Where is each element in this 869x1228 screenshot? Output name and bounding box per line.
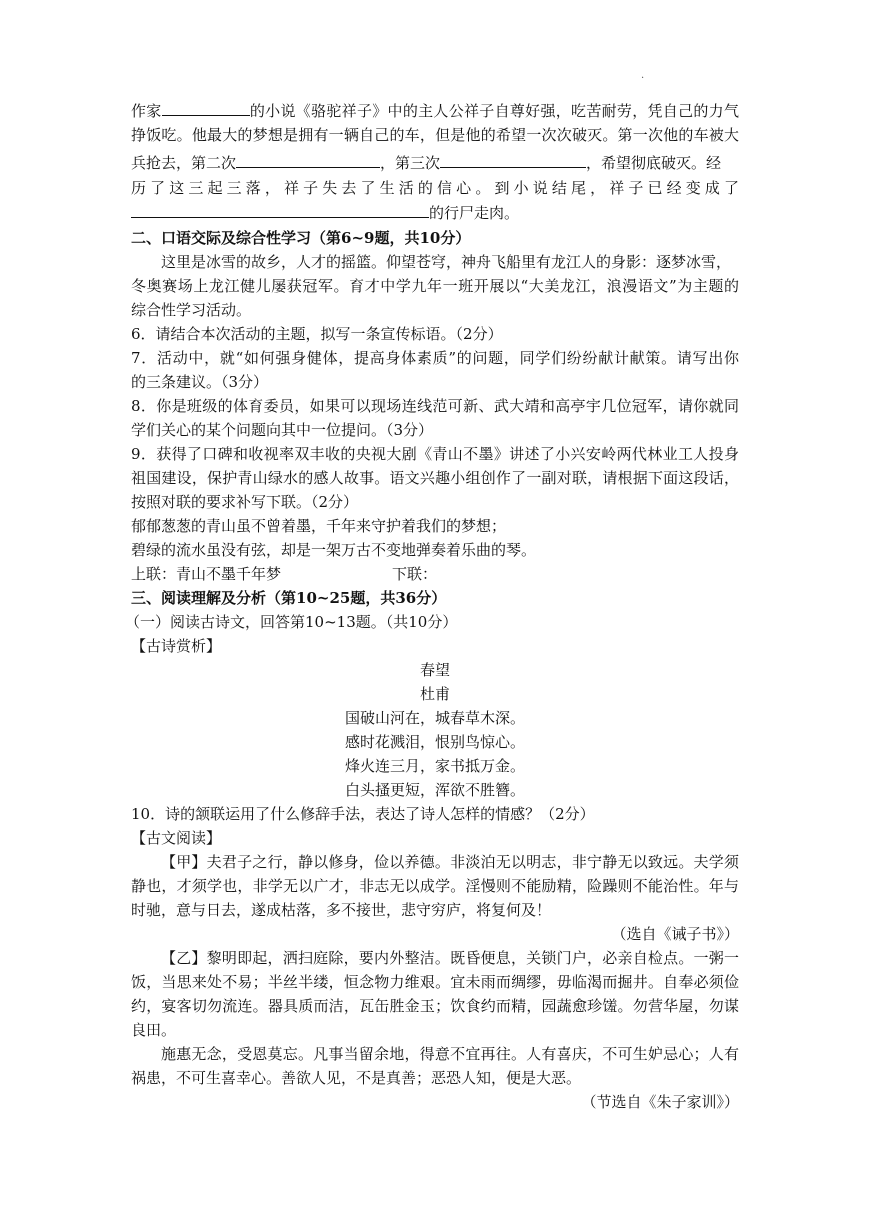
passage-jia: 【甲】夫君子之行，静以修身，俭以养德。非淡泊无以明志，非宁静无以致远。夫学须 — [161, 853, 739, 871]
intro-text: ，第三次 — [380, 154, 441, 172]
question-8: 学们关心的某个问题向其中一位提问。（3分） — [131, 421, 434, 439]
couplet-prompt: 郁郁葱葱的青山虽不曾着墨，千年来守护着我们的梦想； — [131, 517, 507, 535]
section-2-para: 综合性学习活动。 — [131, 301, 252, 319]
intro-line-3 — [131, 152, 739, 173]
couplet-upper: 上联：青山不墨千年梦 — [131, 565, 282, 583]
answer-blank[interactable] — [236, 153, 380, 168]
poem-line: 国破山河在，城春草木深。 — [344, 709, 525, 727]
passage-yi: 饭，当思来处不易；半丝半缕，恒念物力维艰。宜未雨而绸缪，毋临渴而掘井。自奉必须俭 — [131, 973, 739, 991]
answer-blank[interactable] — [162, 101, 250, 116]
section-3-title: 三、阅读理解及分析（第10~25题，共36分） — [131, 589, 447, 607]
passage-yi-source: （节选自《朱子家训》） — [581, 1093, 739, 1111]
poem-tag: 【古诗赏析】 — [131, 637, 222, 655]
poem-line: 感时花溅泪，恨别鸟惊心。 — [344, 733, 525, 751]
intro-line-2: 挣饭吃。他最大的梦想是拥有一辆自己的车，但是他的希望一次次破灭。第一次他的车被大 — [131, 126, 739, 144]
question-9: 祖国建设，保护青山绿水的感人故事。语文兴趣小组创作了一副对联，请根据下面这段话， — [131, 469, 739, 487]
section-2-para: 这里是冰雪的故乡，人才的摇篮。仰望苍穹，神舟飞船里有龙江人的身影：逐梦冰雪， — [161, 253, 732, 271]
intro-text: 的小说《骆驼祥子》中的主人公祥子自尊好强，吃苦耐劳，凭自己的力气 — [249, 102, 739, 120]
couplet-lower: 下联： — [392, 565, 438, 583]
section-2-para: 冬奥赛场上龙江健儿屡获冠军。育才中学九年一班开展以“大美龙江，浪漫语文”为主题的 — [131, 277, 739, 295]
poem-title: 春望 — [419, 661, 450, 679]
passage-jia: 静也，才须学也，非学无以广才，非志无以成学。淫慢则不能励精，险躁则不能治性。年与 — [131, 877, 739, 895]
intro-line-5 — [131, 202, 519, 223]
intro-text: 兵抢去，第二次 — [131, 154, 237, 172]
intro-line-4: 历了这三起三落，祥子失去了生活的信心。到小说结尾，祥子已经变成了 — [131, 179, 739, 197]
passage-yi: 约，宴客切勿流连。器具质而洁，瓦缶胜金玉；饮食约而精，园蔬愈珍馐。勿营华屋，勿谋 — [131, 997, 739, 1015]
answer-blank[interactable] — [440, 153, 586, 168]
passage-jia: 时驰，意与日去，遂成枯落，多不接世，悲守穷庐，将复何及！ — [131, 901, 552, 919]
poem-line: 烽火连三月，家书抵万金。 — [344, 757, 525, 775]
question-7: 的三条建议。（3分） — [131, 373, 269, 391]
question-9: 9．获得了口碑和收视率双丰收的央视大剧《青山不墨》讲述了小兴安岭两代林业工人投身 — [131, 445, 739, 463]
passage-yi: 【乙】黎明即起，洒扫庭除，要内外整洁。既昏便息，关锁门户，必亲自检点。一粥一 — [161, 949, 739, 967]
prose-tag: 【古文阅读】 — [131, 829, 222, 847]
passage-yi: 祸患，不可生喜幸心。善欲人见，不是真善；恶恐人知，便是大恶。 — [131, 1069, 582, 1087]
question-9: 按照对联的要求补写下联。（2分） — [131, 493, 359, 511]
intro-text: 的行尸走肉。 — [429, 204, 520, 222]
section-2-title: 二、口语交际及综合性学习（第6~9题，共10分） — [131, 229, 471, 247]
question-8: 8．你是班级的体育委员，如果可以现场连线范可新、武大靖和高亭宇几位冠军，请你就同 — [131, 397, 739, 415]
answer-blank[interactable] — [131, 203, 429, 218]
page-mark: . — [641, 70, 645, 81]
intro-text: ，希望彻底破灭。经 — [586, 154, 722, 172]
question-6: 6．请结合本次活动的主题，拟写一条宣传标语。（2分） — [131, 325, 503, 343]
passage-jia-source: （选自《诫子书》） — [611, 925, 739, 943]
question-7: 7．活动中，就“如何强身健体，提高身体素质”的问题，同学们纷纷献计献策。请写出你 — [131, 349, 739, 367]
subsection-1: （一）阅读古诗文，回答第10~13题。（共10分） — [125, 613, 458, 631]
intro-text: 作家 — [131, 102, 162, 120]
poem-author: 杜甫 — [419, 685, 450, 703]
intro-line-1 — [131, 100, 739, 121]
passage-yi: 良田。 — [131, 1021, 177, 1039]
passage-yi: 施惠无念，受恩莫忘。凡事当留余地，得意不宜再往。人有喜庆，不可生妒忌心；人有 — [161, 1045, 739, 1063]
poem-line: 白头搔更短，浑欲不胜簪。 — [344, 781, 525, 799]
couplet-prompt: 碧绿的流水虽没有弦，却是一架万古不变地弹奏着乐曲的琴。 — [131, 541, 537, 559]
question-10: 10．诗的颔联运用了什么修辞手法，表达了诗人怎样的情感？（2分） — [131, 805, 595, 823]
